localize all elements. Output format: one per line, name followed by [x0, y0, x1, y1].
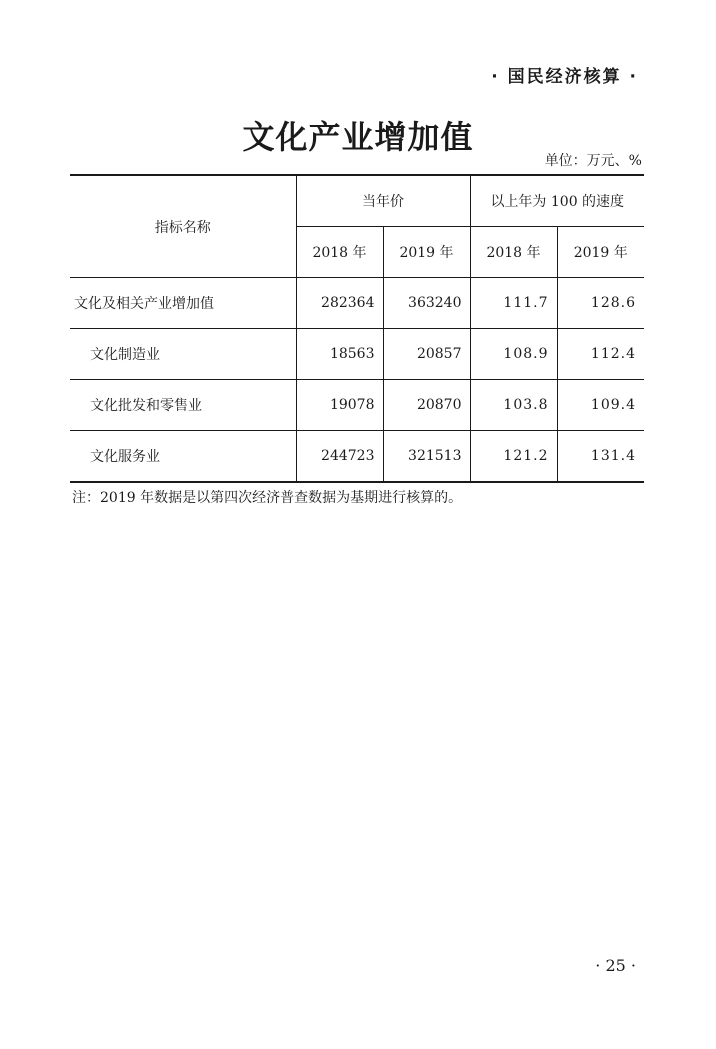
rate-cell: 121.2: [470, 431, 557, 483]
value-cell: 20857: [383, 329, 470, 380]
row-name: 文化服务业: [70, 431, 296, 483]
unit-note: 单位：万元、%: [544, 153, 642, 169]
value-added-table: [70, 174, 644, 483]
indicator-name-header: 指标名称: [70, 175, 296, 278]
table-row: [70, 278, 644, 329]
rate-cell: 131.4: [557, 431, 644, 483]
growth-rate-header: 以上年为 100 的速度: [470, 175, 644, 227]
value-cell: 19078: [296, 380, 383, 431]
year-header: 2019 年: [383, 227, 470, 278]
header-row-groups: [70, 175, 644, 227]
year-header: 2019 年: [557, 227, 644, 278]
rate-cell: 111.7: [470, 278, 557, 329]
year-header: 2018 年: [296, 227, 383, 278]
table-container: [70, 174, 644, 483]
table-header: [70, 175, 644, 278]
rate-cell: 112.4: [557, 329, 644, 380]
value-cell: 20870: [383, 380, 470, 431]
value-cell: 18563: [296, 329, 383, 380]
row-name: 文化制造业: [70, 329, 296, 380]
year-header: 2018 年: [470, 227, 557, 278]
footnote: 注：2019 年数据是以第四次经济普查数据为基期进行核算的。: [72, 490, 463, 506]
value-cell: 244723: [296, 431, 383, 483]
table-row: [70, 431, 644, 483]
current-price-header: 当年价: [296, 175, 470, 227]
value-cell: 282364: [296, 278, 383, 329]
rate-cell: 108.9: [470, 329, 557, 380]
table-row: [70, 380, 644, 431]
row-name: 文化及相关产业增加值: [70, 278, 296, 329]
rate-cell: 103.8: [470, 380, 557, 431]
rate-cell: 128.6: [557, 278, 644, 329]
row-name: 文化批发和零售业: [70, 380, 296, 431]
value-cell: 321513: [383, 431, 470, 483]
table-row: [70, 329, 644, 380]
table-body: [70, 278, 644, 483]
page-number: · 25 ·: [595, 956, 636, 975]
rate-cell: 109.4: [557, 380, 644, 431]
value-cell: 363240: [383, 278, 470, 329]
running-header: · 国民经济核算 ·: [491, 67, 638, 87]
page-title: 文化产业增加值: [242, 118, 474, 156]
